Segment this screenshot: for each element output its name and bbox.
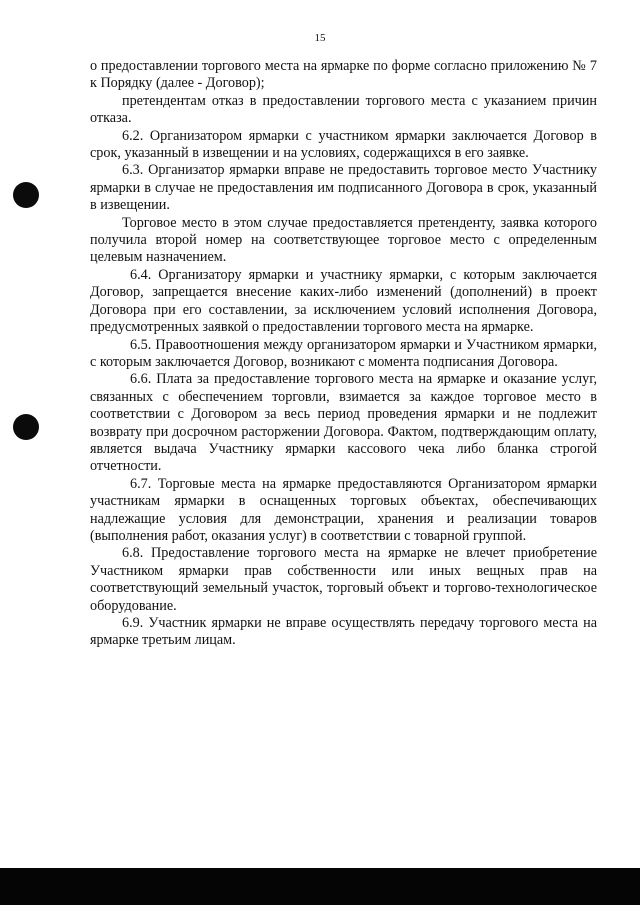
paragraph-refusal-notice: претендентам отказ в предоставлении торгового места с указанием причин отказа. <box>90 92 597 127</box>
paragraph-6-6: 6.6. Плата за предоставление торгового места на ярмарке и оказание услуг, связанных с обеспечением торговли, взимается за каждое торговое место в соответствии с Договором за весь период проведения ярмарки и не подлежит возврату при досрочном расторжении Договора. Фактом, подтверждающим оплату, является выдача Участнику ярмарки кассового чека либо бланка строгой отчетности. <box>90 371 597 475</box>
paragraph-6-4: 6.4. Организатору ярмарки и участнику ярмарки, с которым заключается Договор, запрещается внесение каких-либо изменений (дополнений) в проект Договора при его составлении, за исключением условий исполнения Договора, предусмотренных заявкой о предоставлении торгового места на ярмарке. <box>90 266 597 336</box>
binder-hole-top <box>13 182 39 208</box>
paragraph-6-9: 6.9. Участник ярмарки не вправе осуществлять передачу торгового места на ярмарке третьим лицам. <box>90 615 597 649</box>
paragraph-6-7: 6.7. Торговые места на ярмарке предоставляются Организатором ярмарки участникам ярмарки в оснащенных торговых объектах, обеспечивающих надлежащие условия для демонстрации, хранения и реализации товаров (выполнения работ, оказания услуг) в соответствии с товарной группой. <box>90 475 597 544</box>
paragraph-6-2: 6.2. Организатором ярмарки с участником ярмарки заключается Договор в срок, указанный в извещении и на условиях, содержащихся в его заявке. <box>90 127 597 162</box>
paragraph-contract-form: о предоставлении торгового места на ярмарке по форме согласно приложению № 7 к Порядку (далее - Договор); <box>90 58 597 92</box>
paragraph-6-8: 6.8. Предоставление торгового места на ярмарке не влечет приобретение Участником ярмарки прав собственности или иных вещных прав на соответствующий земельный участок, торговый объект и торгово-технологическое оборудование. <box>90 545 597 614</box>
paragraph-6-3: 6.3. Организатор ярмарки вправе не предоставить торговое место Участнику ярмарки в случае не предоставления им подписанного Договора в срок, указанный в извещении. <box>90 162 597 214</box>
binder-hole-bottom <box>13 414 39 440</box>
paragraph-6-5: 6.5. Правоотношения между организатором ярмарки и Участником ярмарки, с которым заключается Договор, возникают с момента подписания Договора. <box>90 336 597 370</box>
page-number: 15 <box>314 32 326 44</box>
paragraph-second-applicant: Торговое место в этом случае предоставляется претенденту, заявка которого получила второй номер на соответствующее торговое место с определенным целевым назначением. <box>90 214 597 266</box>
document-body <box>90 58 597 650</box>
scan-edge-bar <box>0 868 640 905</box>
